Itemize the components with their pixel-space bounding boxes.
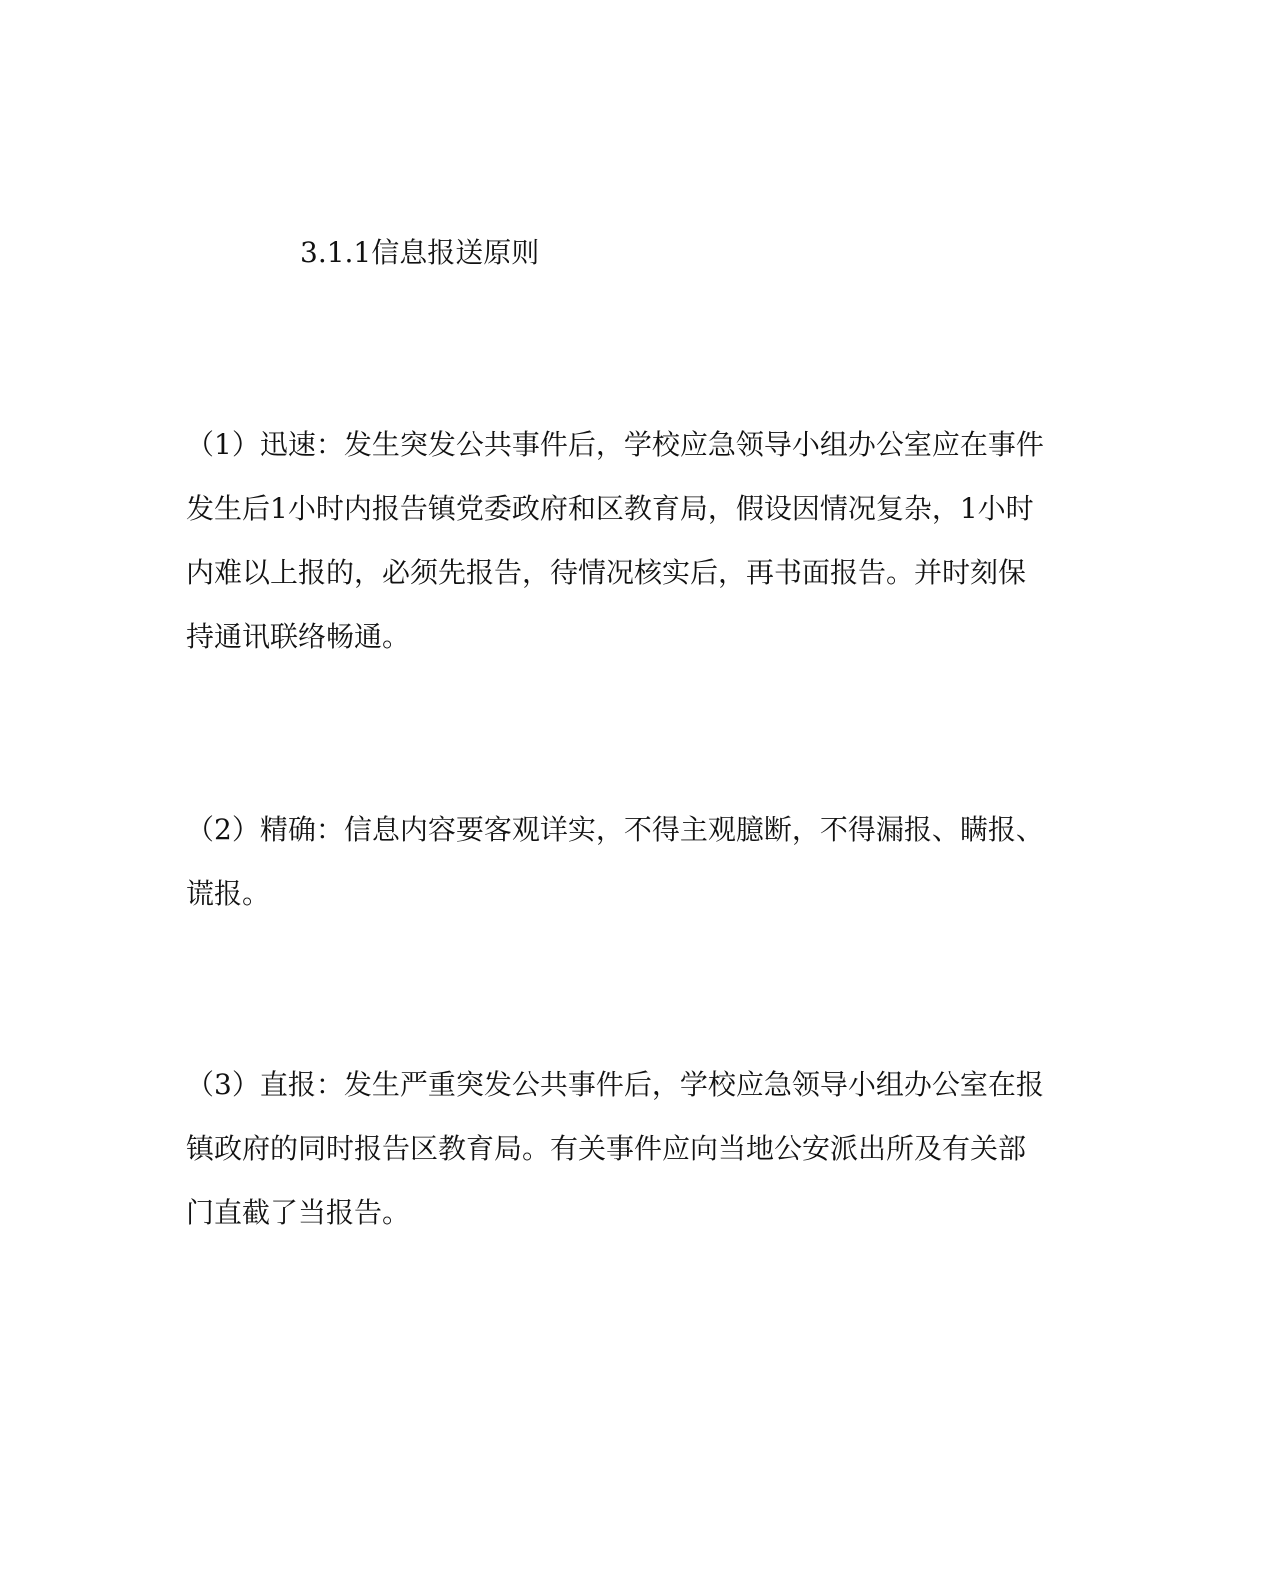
paragraph-line: 发生后1小时内报告镇党委政府和区教育局，假设因情况复杂，1小时 xyxy=(186,492,1034,525)
paragraph-line: 内难以上报的，必须先报告，待情况核实后，再书面报告。并时刻保 xyxy=(186,556,1027,589)
paragraph-line: （3）直报：发生严重突发公共事件后，学校应急领导小组办公室在报 xyxy=(186,1068,1044,1101)
paragraph-direct-report xyxy=(186,1053,1066,1245)
paragraph-line: 谎报。 xyxy=(186,877,271,910)
paragraph-line: 持通讯联络畅通。 xyxy=(186,620,411,653)
paragraph-line: 镇政府的同时报告区教育局。有关事件应向当地公安派出所及有关部 xyxy=(186,1132,1027,1165)
paragraph-line: 门直截了当报告。 xyxy=(186,1196,411,1229)
paragraph-line: （2）精确：信息内容要客观详实，不得主观臆断，不得漏报、瞒报、 xyxy=(186,813,1044,846)
paragraph-speed xyxy=(186,413,1066,669)
section-heading: 3.1.1信息报送原则 xyxy=(300,236,540,269)
paragraph-accuracy xyxy=(186,798,1066,926)
paragraph-line: （1）迅速：发生突发公共事件后，学校应急领导小组办公室应在事件 xyxy=(186,428,1044,461)
